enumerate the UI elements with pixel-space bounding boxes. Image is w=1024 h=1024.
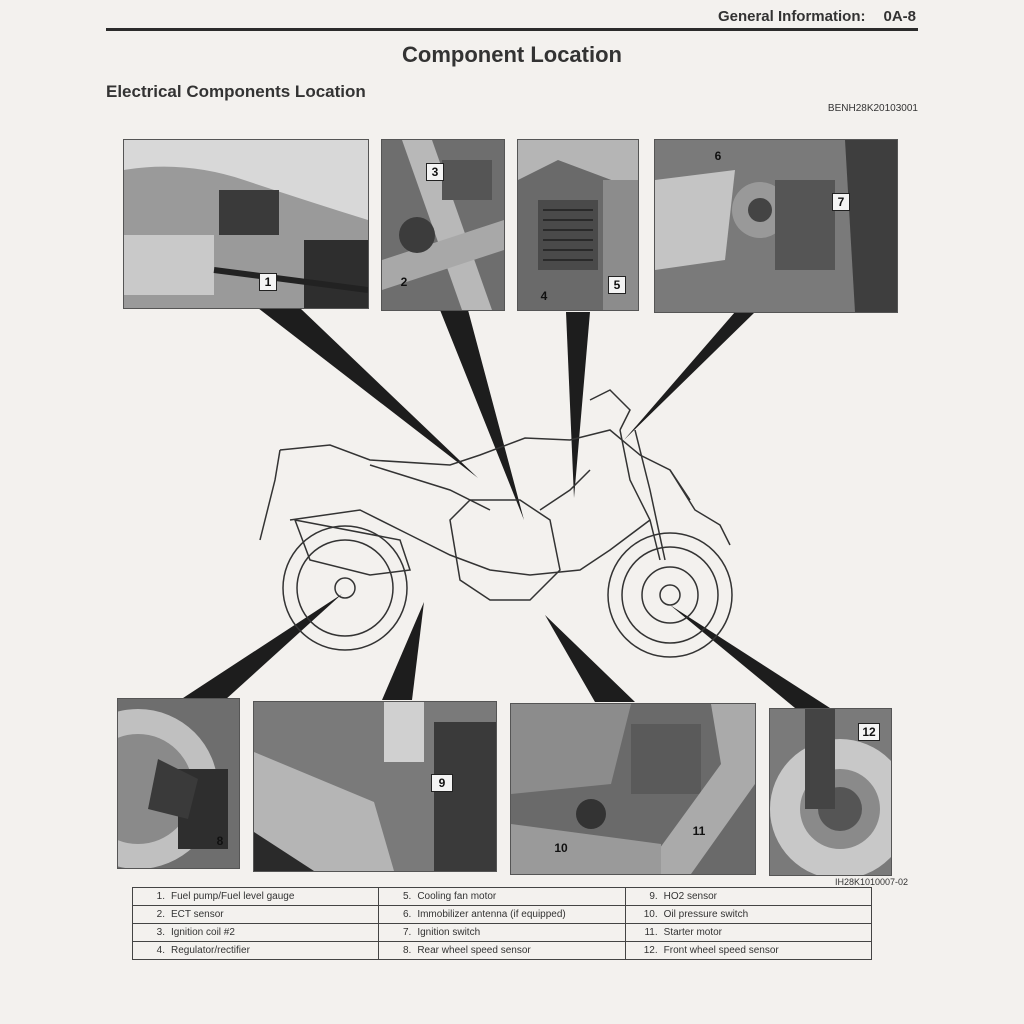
- photo-regulator: [517, 139, 639, 311]
- callout-4: 4: [540, 289, 548, 303]
- callout-10: 10: [554, 841, 568, 855]
- legend-item: 6. Immobilizer antenna (if equipped): [379, 906, 625, 924]
- figure-code-bottom: IH28K1010007-02: [834, 877, 908, 887]
- callout-2: 2: [400, 275, 408, 289]
- callout-6: 6: [714, 149, 722, 163]
- callout-9: 9: [431, 774, 453, 792]
- legend-row: [133, 906, 872, 924]
- legend-table: [132, 887, 872, 960]
- legend-item: 3. Ignition coil #2: [133, 924, 379, 942]
- page-title: Component Location: [402, 42, 622, 67]
- callout-8: 8: [216, 834, 224, 848]
- callout-5: 5: [608, 276, 626, 294]
- motorcycle-illustration: [250, 370, 750, 670]
- callout-7: 7: [832, 193, 850, 211]
- legend-item: 2. ECT sensor: [133, 906, 379, 924]
- photo-ignition-switch: [654, 139, 898, 313]
- figure-code-top: BENH28K20103001: [827, 103, 918, 114]
- section-title: General Information:: [717, 8, 866, 25]
- legend-item: 9. HO2 sensor: [625, 888, 871, 906]
- photo-front-wheel-sensor: [769, 708, 892, 876]
- legend-item: 4. Regulator/rectifier: [133, 942, 379, 960]
- legend-item: 12. Front wheel speed sensor: [625, 942, 871, 960]
- legend-item: 7. Ignition switch: [379, 924, 625, 942]
- legend-item: 5. Cooling fan motor: [379, 888, 625, 906]
- legend-row: [133, 924, 872, 942]
- callout-11: 11: [692, 824, 706, 838]
- photo-fuel-pump: [123, 139, 369, 309]
- photo-ho2-sensor: [253, 701, 497, 872]
- page-number: 0A-8: [883, 8, 916, 25]
- legend-item: 1. Fuel pump/Fuel level gauge: [133, 888, 379, 906]
- legend-item: 11. Starter motor: [625, 924, 871, 942]
- legend-item: 10. Oil pressure switch: [625, 906, 871, 924]
- photo-starter-motor: [510, 703, 756, 875]
- callout-1: 1: [259, 273, 277, 291]
- callout-3: 3: [426, 163, 444, 181]
- photo-rear-wheel-sensor: [117, 698, 240, 869]
- legend-row: [133, 888, 872, 906]
- legend-item: 8. Rear wheel speed sensor: [379, 942, 625, 960]
- legend-row: [133, 942, 872, 960]
- callout-12: 12: [858, 723, 880, 741]
- photo-ect-sensor: [381, 139, 505, 311]
- section-subtitle: Electrical Components Location: [106, 82, 366, 101]
